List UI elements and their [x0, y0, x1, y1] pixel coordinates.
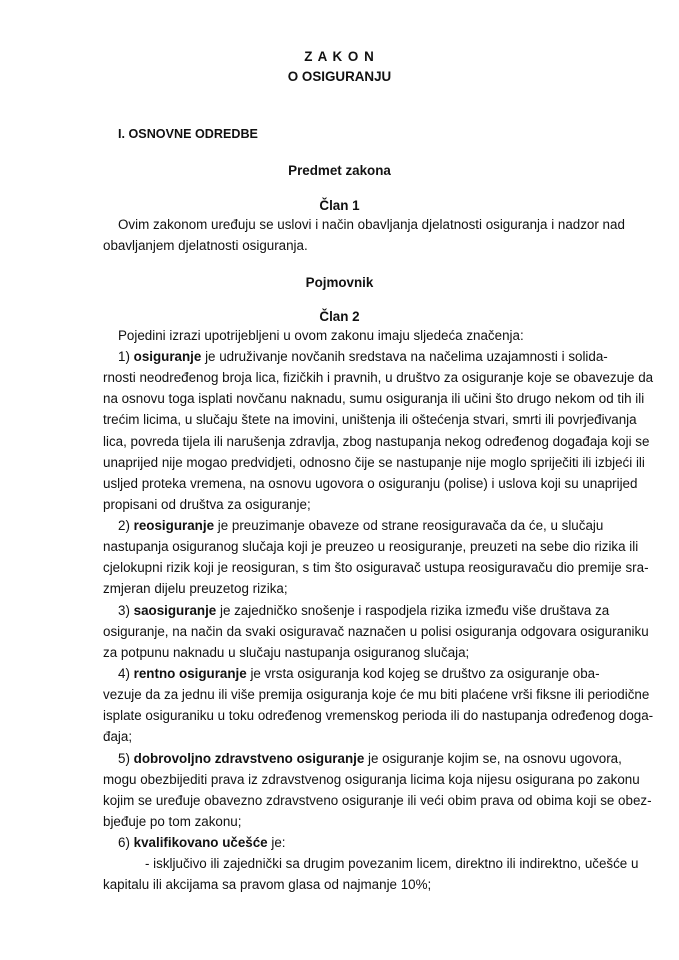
- definition-5-term: dobrovoljno zdravstveno osiguranje: [133, 751, 365, 766]
- definition-4-line: vezuje da za jednu ili više premija osiguranja koje će mu biti plaćene vrši fiksne ili periodične: [103, 687, 650, 702]
- article-2-heading: Član 2: [319, 309, 360, 324]
- definition-1-first-line: 1) osiguranje je udruživanje novčanih sredstava na načelima uzajamnosti i solida-: [118, 349, 608, 364]
- definition-1-line: trećim licima, u slučaju štete na imovini, uništenja ili oštećenja stvari, smrti ili povrjeđivanja: [103, 412, 637, 427]
- definition-1-line: rnosti neodređenog broja lica, fizičkih i pravnih, u društvo za osiguranje koje se obavezuje da: [103, 370, 654, 385]
- definition-1-line: na osnovu toga isplati novčanu naknadu, sumu osiguranja ili učini što drugo nekom od tih ili: [103, 391, 645, 406]
- definition-5-first-line: 5) dobrovoljno zdravstveno osiguranje je osiguranje kojim se, na osnovu ugovora,: [118, 751, 622, 766]
- definition-5-line: mogu obezbijediti prava iz zdravstvenog osiguranja licima koja nijesu osigurana po zakonu: [103, 772, 640, 787]
- definition-1-line: unaprijed nije mogao predvidjeti, odnosno čije se nastupanje nije moglo spriječiti ili izbjeći ili: [103, 455, 645, 470]
- definition-3-term: saosiguranje: [133, 603, 217, 618]
- definition-3-first-line: 3) saosiguranje je zajedničko snošenje i raspodjela rizika između više društava za: [118, 603, 610, 618]
- definition-1-term: osiguranje: [133, 349, 202, 364]
- section-heading: I. OSNOVNE ODREDBE: [118, 127, 258, 141]
- article-1-line: Ovim zakonom uređuju se uslovi i način obavljanja djelatnosti osiguranja i nadzor nad: [118, 217, 625, 232]
- article-1-line: obavljanjem djelatnosti osiguranja.: [103, 238, 308, 253]
- article-1-heading: Član 1: [319, 198, 360, 213]
- definition-6-sub-item-line: kapitalu ili akcijama sa pravom glasa od najmanje 10%;: [103, 877, 432, 892]
- definition-6-term: kvalifikovano učešće: [133, 835, 268, 850]
- definition-5-line: kojim se uređuje obavezno zdravstveno osiguranje ili veći obim prava od obima koji se obez-: [103, 793, 652, 808]
- definition-4-line: isplate osiguraniku u toku određenog vremenskog perioda ili do nastupanja određenog doga-: [103, 708, 654, 723]
- definition-1-line: usljed proteka vremena, na osnovu ugovora o osiguranju (polise) i uslova koji su unaprijed: [103, 476, 638, 491]
- definition-3-line: za potpunu naknadu u slučaju nastupanja osiguranog slučaja;: [103, 645, 470, 660]
- heading-predmet-zakona: Predmet zakona: [288, 163, 391, 178]
- definition-2-line: nastupanja osiguranog slučaja koji je preuzeo u reosiguranje, preuzeti na sebe dio rizika ili: [103, 539, 639, 554]
- definition-2-term: reosiguranje: [133, 518, 215, 533]
- definition-1-line: lica, povreda tijela ili narušenja zdravlja, zbog nastupanja nekog određenog događaja koji se: [103, 434, 650, 449]
- law-title-line-2: O OSIGURANJU: [287, 69, 392, 84]
- definition-6-first-line: 6) kvalifikovano učešće je:: [118, 835, 286, 850]
- definition-4-term: rentno osiguranje: [133, 666, 247, 681]
- definition-2-line: zmjeran dijelu preuzetog rizika;: [103, 581, 288, 596]
- definition-4-line: đaja;: [103, 729, 133, 744]
- definition-2-first-line: 2) reosiguranje je preuzimanje obaveze od strane reosiguravača da će, u slučaju: [118, 518, 604, 533]
- definition-6-sub-item: - isključivo ili zajednički sa drugim povezanim licem, direktno ili indirektno, učešće u: [145, 856, 639, 871]
- law-title-line-1: Z A K O N: [304, 49, 375, 64]
- heading-pojmovnik: Pojmovnik: [305, 275, 374, 290]
- definition-4-first-line: 4) rentno osiguranje je vrsta osiguranja kod kojeg se društvo za osiguranje oba-: [118, 666, 600, 681]
- article-2-intro: Pojedini izrazi upotrijebljeni u ovom zakonu imaju sljedeća značenja:: [118, 328, 524, 343]
- definition-5-line: bjeđuje po tom zakonu;: [103, 814, 242, 829]
- definition-3-line: osiguranje, na način da svaki osiguravač naznačen u polisi osiguranja odgovara osiguraniku: [103, 624, 649, 639]
- definition-2-line: cjelokupni rizik koji je reosiguran, s tim što osiguravač ustupa reosiguravaču dio premije sra-: [103, 560, 649, 575]
- definition-1-line: propisani od društva za osiguranje;: [103, 497, 311, 512]
